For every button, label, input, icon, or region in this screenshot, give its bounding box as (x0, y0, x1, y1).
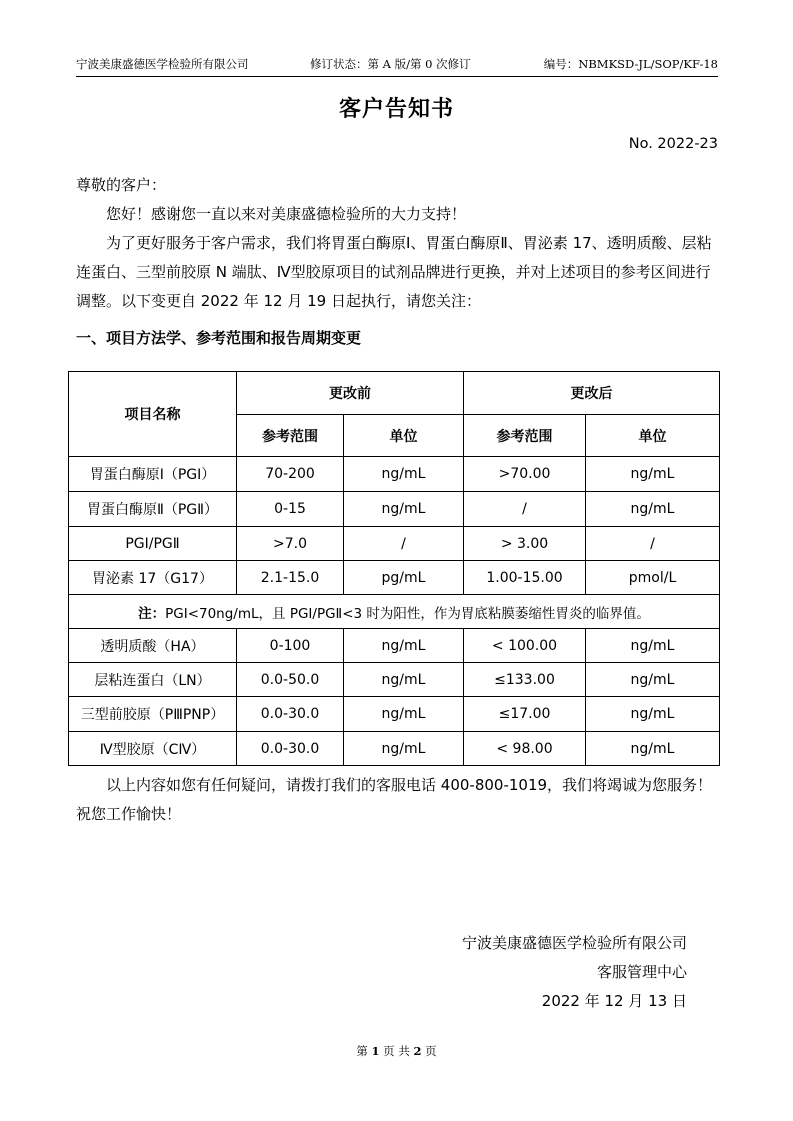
signature-date: 2022 年 12 月 13 日 (541, 992, 687, 1010)
cell-range-after: < 98.00 (464, 732, 586, 766)
cell-range-before: 0-100 (237, 629, 344, 663)
table-row (69, 697, 720, 732)
cell-unit-after: pmol/L (586, 561, 720, 595)
cell-unit-before: ng/mL (344, 732, 464, 766)
table-row (69, 629, 720, 663)
cell-unit-after: ng/mL (586, 457, 720, 492)
cell-range-after: / (464, 492, 586, 527)
table-row (69, 527, 720, 561)
col-header-range-after: 参考范围 (464, 415, 586, 457)
cell-range-after: 1.00-15.00 (464, 561, 586, 595)
cell-range-before: 0.0-50.0 (237, 663, 344, 697)
col-group-after: 更改后 (464, 372, 720, 415)
page-total: 2 (413, 1044, 422, 1058)
col-header-unit-before: 单位 (344, 415, 464, 457)
cell-item: PGⅠ/PGⅡ (69, 527, 237, 561)
cell-item: 透明质酸（HA） (69, 629, 237, 663)
table-row (69, 663, 720, 697)
cell-item: 层粘连蛋白（LN） (69, 663, 237, 697)
table-row (69, 457, 720, 492)
cell-range-after: < 100.00 (464, 629, 586, 663)
cell-range-after: >70.00 (464, 457, 586, 492)
cell-unit-before: pg/mL (344, 561, 464, 595)
header-company: 宁波美康盛德医学检验所有限公司 (76, 57, 249, 71)
cell-range-after: > 3.00 (464, 527, 586, 561)
note-text: PGⅠ<70ng/mL，且 PGⅠ/PGⅡ<3 时为阳性，作为胃底粘膜萎缩性胃炎的临界值。 (165, 605, 650, 622)
header-code: 编号：NBMKSD-JL/SOP/KF-18 (543, 57, 718, 71)
header-revision: 修订状态：第 A 版/第 0 次修订 (310, 57, 471, 71)
cell-item: 三型前胶原（PⅢPNP） (69, 697, 237, 732)
page-header (76, 56, 718, 76)
cell-item: 胃蛋白酶原Ⅱ（PGⅡ） (69, 492, 237, 527)
document-number: No. 2022-23 (628, 136, 718, 152)
cell-item: 胃蛋白酶原Ⅰ（PGⅠ） (69, 457, 237, 492)
salutation: 尊敬的客户： (76, 176, 167, 194)
cell-unit-before: ng/mL (344, 457, 464, 492)
cell-unit-before: ng/mL (344, 697, 464, 732)
section-title: 一、项目方法学、参考范围和报告周期变更 (76, 329, 362, 347)
reference-range-table (68, 371, 720, 766)
cell-unit-after: ng/mL (586, 697, 720, 732)
cell-range-before: 0-15 (237, 492, 344, 527)
cell-unit-after: ng/mL (586, 492, 720, 527)
cell-item: 胃泌素 17（G17） (69, 561, 237, 595)
col-header-unit-after: 单位 (586, 415, 720, 457)
closing-paragraph: 以上内容如您有任何疑问，请拨打我们的客服电话 400-800-1019，我们将竭诚为您服务！祝您工作愉快！ (76, 776, 713, 823)
cell-unit-after: ng/mL (586, 629, 720, 663)
col-header-item: 项目名称 (69, 372, 237, 457)
table-row (69, 561, 720, 595)
cell-range-after: ≤17.00 (464, 697, 586, 732)
col-group-before: 更改前 (237, 372, 464, 415)
cell-item: Ⅳ型胶原（CⅣ） (69, 732, 237, 766)
cell-unit-before: ng/mL (344, 492, 464, 527)
page-current: 1 (371, 1044, 380, 1058)
page-footer: 第 1 页 共 2 页 (356, 1044, 437, 1058)
cell-range-before: 0.0-30.0 (237, 697, 344, 732)
table-row (69, 492, 720, 527)
note-label: 注： (138, 605, 166, 622)
cell-range-before: >7.0 (237, 527, 344, 561)
cell-unit-after: / (586, 527, 720, 561)
col-header-range-before: 参考范围 (237, 415, 344, 457)
cell-range-before: 2.1-15.0 (237, 561, 344, 595)
cell-unit-before: / (344, 527, 464, 561)
header-divider (76, 76, 718, 77)
intro-paragraph: 为了更好服务于客户需求，我们将胃蛋白酶原Ⅰ、胃蛋白酶原Ⅱ、胃泌素 17、透明质酸、层粘连蛋白、三型前胶原 N 端肽、Ⅳ型胶原项目的试剂品牌进行更换，并对上述项目的参考区间进行调整。以下变更自 2022 年 12 月 19 日起执行，请您关注： (76, 234, 712, 310)
cell-unit-before: ng/mL (344, 663, 464, 697)
signature-company: 宁波美康盛德医学检验所有限公司 (461, 934, 687, 952)
cell-unit-after: ng/mL (586, 663, 720, 697)
cell-unit-after: ng/mL (586, 732, 720, 766)
cell-range-before: 0.0-30.0 (237, 732, 344, 766)
table-row (69, 732, 720, 766)
table-note (69, 595, 720, 629)
document-title: 客户告知书 (338, 97, 454, 122)
cell-unit-before: ng/mL (344, 629, 464, 663)
greeting: 您好！感谢您一直以来对美康盛德检验所的大力支持！ (106, 205, 467, 223)
cell-range-before: 70-200 (237, 457, 344, 492)
cell-range-after: ≤133.00 (464, 663, 586, 697)
signature-department: 客服管理中心 (596, 963, 687, 981)
